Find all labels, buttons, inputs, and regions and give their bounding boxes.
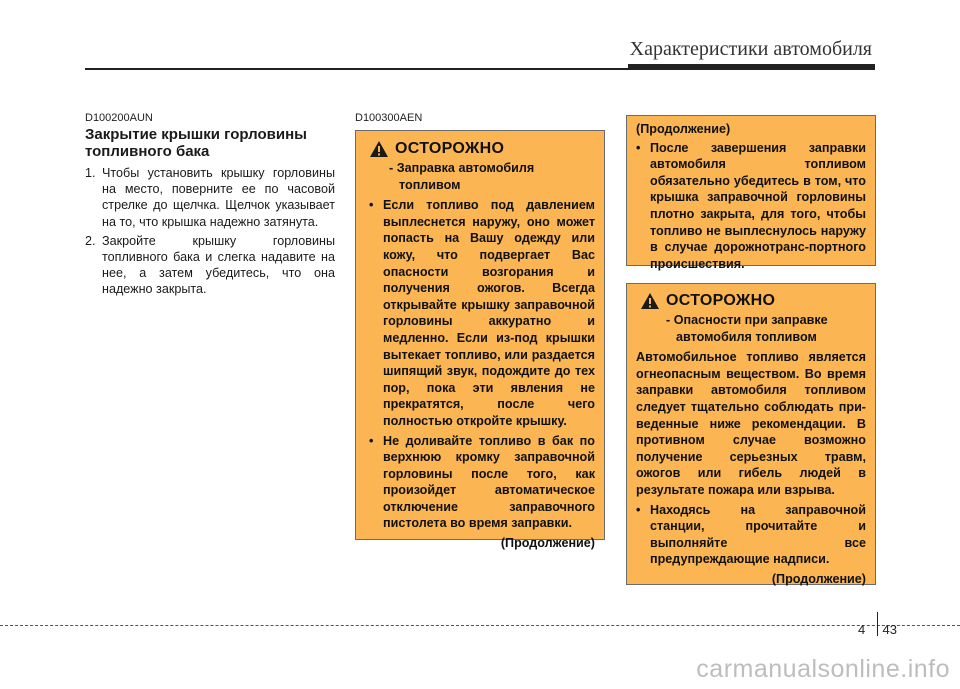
step-text: Закройте крышку горловины топливного бака и слегка надавите на нее, а затем убедитесь, что она надежно закрыта. <box>102 233 335 297</box>
warning-paragraph: Автомобильное топливо является огнеопасным веществом. Во время заправки автомобиля топливом следует тщательно соблюдать при-веденные ниже рекомендации. В противном случае возможно получение серьезных травм, ожогов или гибель людей в результате пожара или взрыва. <box>636 350 866 497</box>
section-code-left: D100200AUN <box>85 112 153 124</box>
warning-title: ОСТОРОЖНО <box>666 291 776 309</box>
header-accent-bar <box>628 64 875 70</box>
warning-bullets <box>636 502 866 568</box>
step-number: 1. <box>85 166 96 180</box>
chapter-number: 4 <box>858 622 866 637</box>
step-number: 2. <box>85 233 96 248</box>
steps-list <box>85 165 335 298</box>
section-title: Закрытие крышки горловины топливного бака <box>85 126 307 160</box>
continued-bullet: • После завершения заправки автомобиля топливом обязательно убедитесь в том, что крышка заправочной горловины плотно закрыта, для того, чтобы топливо не выплеснулось наружу в случае дорожнотранс-портного происшествия. <box>636 140 866 273</box>
warning-triangle-icon <box>640 292 660 310</box>
footer-divider <box>0 625 960 626</box>
warning-title: ОСТОРОЖНО <box>395 139 505 157</box>
warning-subtitle: - Заправка автомобиля топливом <box>389 161 535 192</box>
fuel-cap-closing-section <box>85 126 335 301</box>
refueling-hazard-warning-box <box>626 283 876 585</box>
warning-bullet: • Находясь на заправочной станции, прочитайте и выполняйте все предупреждающие надписи. <box>636 502 866 568</box>
continued-heading: (Продолжение) <box>636 122 731 136</box>
warning-subtitle: - Опасности при заправке автомобиля топливом <box>666 313 828 344</box>
section-code-middle: D100300AEN <box>355 112 423 124</box>
warning-bullet: • Если топливо под давлением выплеснется наружу, оно может попасть на Вашу одежду или кожу, что подвергает Вас опасности возгорания и получения ожогов. Всегда открывайте крышку заправочной горловины аккуратно и медленно. Если из-под крышки вытекает топливо, или раздается шипящий звук, подождите до тех пор, пока эти явления не прекратятся, после чего полностью откройте крышку. <box>369 197 595 429</box>
watermark: carmanualsonline.info <box>696 655 950 683</box>
step-item <box>85 233 335 298</box>
page-number-value: 43 <box>882 622 897 637</box>
fuel-warning-box <box>355 130 605 551</box>
step-item <box>85 165 335 230</box>
warning-bullet: • Не доливайте топливо в бак по верхнюю кромку заправочной горловины после того, как произойдет автоматическое отключение заправочного пистолета во время заправки. <box>369 433 595 533</box>
step-text: Чтобы установить крышку горловины на место, поверните ее по часовой стрелке до щелчка. Щелчок указывает на то, что крышка надежно затянута. <box>102 166 335 229</box>
continued-box <box>626 115 876 271</box>
page-number <box>858 622 897 637</box>
warning-triangle-icon <box>369 140 389 158</box>
warning-bullets <box>369 197 595 532</box>
warning-header <box>369 140 595 158</box>
continued-label: (Продолжение) <box>500 536 595 551</box>
page-header-title: Характеристики автомобиля <box>629 38 872 60</box>
continued-bullets <box>636 140 866 273</box>
continued-label: (Продолжение) <box>771 571 866 586</box>
warning-header <box>636 292 866 310</box>
